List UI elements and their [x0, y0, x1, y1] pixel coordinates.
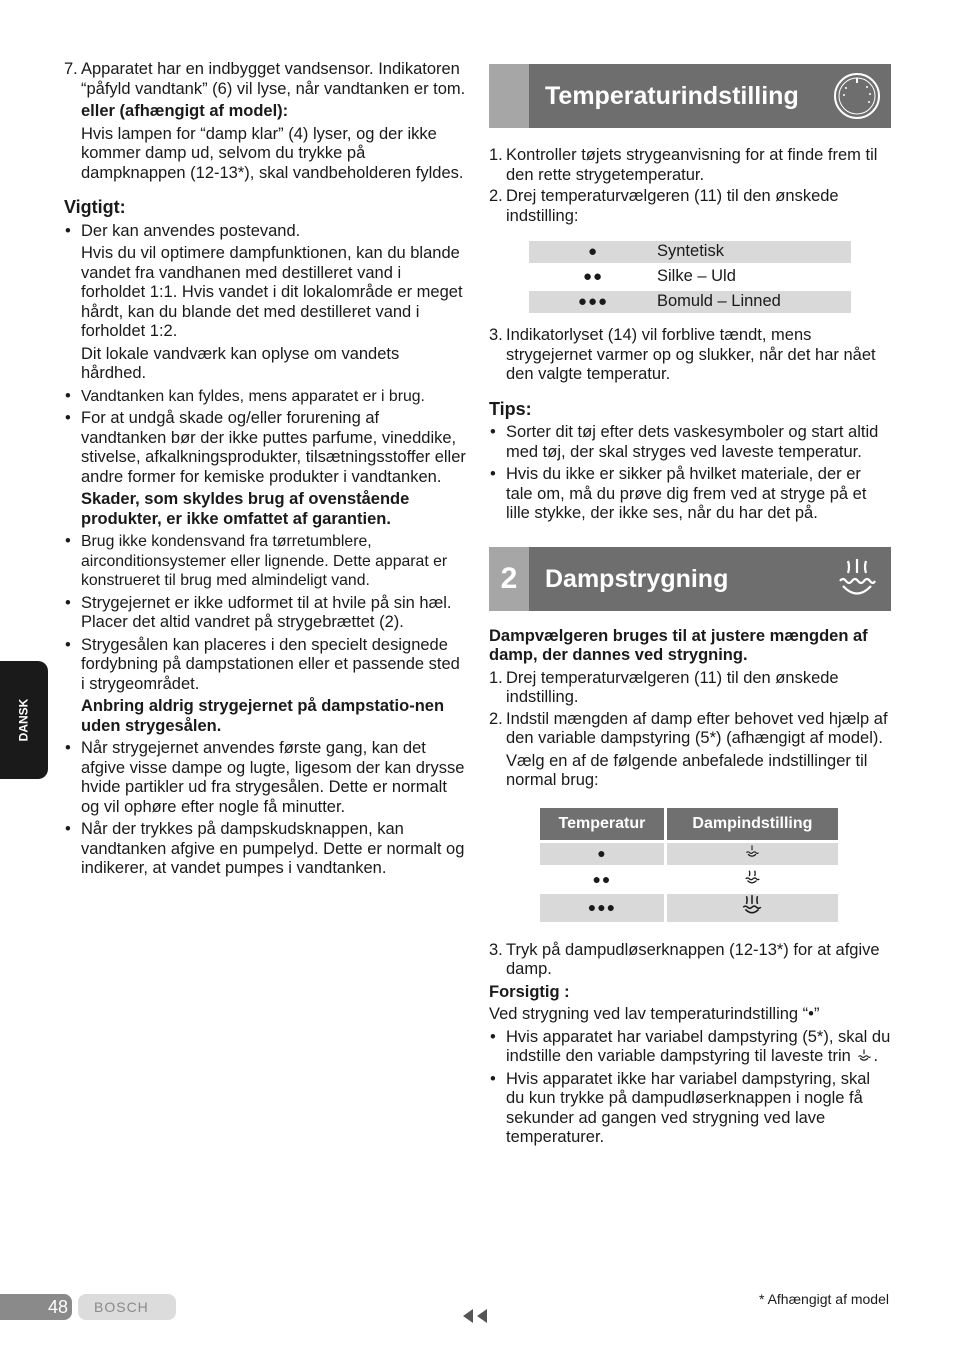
bullet-text: • Strygejernet er ikke udformet til at hvile på sin hæl. Placer det altid vandret på strygebrættet (2).: [81, 593, 452, 631]
bullet-tap-water: [64, 222, 466, 384]
fabric-label: Bomuld – Linned: [657, 291, 851, 313]
table-row: [529, 291, 851, 313]
steam-level-cell: [667, 843, 838, 865]
table-row: [540, 843, 838, 865]
tip-text: • Sorter dit tøj efter dets vaskesymboler og start altid med tøj, der skal stryges ved laveste temperatur.: [506, 423, 879, 461]
bullet-heel: [64, 594, 466, 633]
section-title: Temperaturindstilling: [545, 82, 799, 110]
table-row: [529, 266, 851, 288]
tip-text: • Hvis du ikke er sikker på hvilket materiale, der er tale om, må du prøve dig frem ved at stryge på et lille stykke, der ikke ses, når du har det på.: [506, 465, 867, 522]
temp-step-3: [489, 326, 891, 385]
bullet-text: • Vandtanken kan fyldes, mens apparatet er i brug.: [81, 387, 425, 405]
step-text: Tryk på dampudløserknappen (12-13*) for at afgive damp.: [506, 940, 880, 978]
steam-low-inline-icon: [855, 1047, 873, 1063]
caution-text: Ved strygning ved lav temperaturindstilling “•”: [489, 1005, 820, 1023]
steam-level-cell: [667, 868, 838, 892]
temp-dots: ●●: [582, 268, 604, 286]
temp-dots: ●●●: [529, 291, 657, 313]
bullet-paragraph: Dit lokale vandværk kan oplyse om vandets hårdhed.: [81, 344, 400, 382]
column-header-steam: Dampindstilling: [667, 808, 838, 840]
bullet-text: • Der kan anvendes postevand.: [81, 221, 301, 240]
bullet-text: • Når strygejernet anvendes første gang, kan det afgive visse dampe og lugte, ligesom der kan drysse hvide partikler ud fra strygesålen. Dette er normalt og vil ophøre efter nogle få minutter.: [81, 739, 465, 816]
steam-step-1: [489, 669, 891, 708]
step-number: 3.: [489, 940, 503, 959]
step-number: 2.: [489, 709, 503, 728]
warranty-warning: Skader, som skyldes brug af ovenstående produkter, er ikke omfattet af garantien.: [81, 490, 410, 528]
temperature-dial-icon: [831, 70, 883, 122]
step-text: Indikatorlyset (14) vil forblive tændt, mens strygejernet varmer op og slukker, når det har nået den valgte temperatur.: [506, 326, 876, 383]
caution-heading: Forsigtig :: [489, 982, 570, 1001]
caution-bullet: [489, 1070, 891, 1148]
steam-level-cell: [667, 894, 838, 922]
bullet-pump-noise: [64, 820, 466, 879]
table-row: [529, 241, 851, 263]
brand-label: BOSCH: [78, 1294, 176, 1320]
tip-item: [489, 465, 891, 524]
double-left-arrow-icon[interactable]: [461, 1308, 489, 1324]
temp-dots: ●●: [592, 870, 612, 887]
left-column: [64, 60, 466, 882]
important-heading: Vigtigt:: [64, 197, 126, 217]
bullet-no-condensed-water: [64, 532, 466, 591]
language-label: DANSK: [16, 698, 31, 742]
step-number: 1.: [489, 146, 503, 164]
fabric-label: Silke – Uld: [657, 267, 736, 286]
steam-intro: Dampvælgeren bruges til at justere mængden af damp, der dannes ved strygning.: [489, 626, 868, 664]
banner-tab: [489, 64, 529, 128]
column-header-temperature: Temperatur: [540, 808, 664, 840]
bullet-text: [506, 1028, 891, 1067]
temp-step-1: [489, 146, 891, 185]
temperature-banner: [489, 64, 891, 128]
step-number: 3.: [489, 326, 503, 344]
temp-step-2: [489, 187, 891, 226]
section-number: 2: [489, 547, 529, 611]
step-number: 1.: [489, 668, 503, 687]
step-text: Indstil mængden af damp efter behovet ved hjælp af den variable dampstyring (5*) (afhængigt af model).: [506, 709, 888, 747]
steam-banner: [489, 547, 891, 611]
steam-low-icon: [744, 843, 760, 859]
step-text: Drej temperaturvælgeren (11) til den ønskede indstilling.: [506, 668, 839, 706]
step-7: [64, 60, 466, 183]
temp-dots: ●●●: [540, 894, 664, 922]
steam-settings-table: [537, 805, 841, 925]
bullet-text: • Når der trykkes på dampskudsknappen, kan vandtanken afgive en pumpelyd. Dette er normalt og indikerer, at vandet pumpes i vandtanken.: [81, 820, 465, 877]
soleplate-warning: Anbring aldrig strygejernet på dampstatio-nen uden strygesålen.: [81, 697, 445, 735]
language-tab: [0, 661, 48, 779]
step-text: Apparatet har en indbygget vandsensor. Indikatoren “påfyld vandtank” (6) vil lyse, når vandtanken er tom.: [81, 60, 466, 98]
bullet-text: • Strygesålen kan placeres i den specielt designede fordybning på dampstationen eller et passende sted i strygeområdet.: [81, 635, 460, 693]
bullet-refill: [64, 387, 466, 407]
steam-icon: [831, 553, 883, 605]
right-column: [489, 64, 891, 1151]
steam-step-2: [489, 710, 891, 791]
temp-dots: ●: [540, 843, 664, 865]
table-header-row: [540, 808, 838, 840]
tip-item: [489, 423, 891, 462]
steam-step-3: [489, 941, 891, 980]
table-row: [540, 868, 838, 892]
bullet-soleplate: [64, 636, 466, 737]
step-number: 2.: [489, 187, 503, 205]
bullet-text: • Hvis apparatet ikke har variabel dampstyring, skal du kun trykke på dampudløserknappen i nogle få sekunder ad gangen ved strygning ved lave temperaturer.: [506, 1069, 871, 1146]
caution-bullet: [489, 1028, 891, 1067]
bullet-text-main: Hvis apparatet har variabel dampstyring (5*), skal du indstille den variable dampstyring til laveste trin: [506, 1027, 891, 1065]
table-row: [540, 894, 838, 922]
step-text: Drej temperaturvælgeren (11) til den ønskede indstilling:: [506, 187, 839, 225]
bullet-text: • Brug ikke kondensvand fra tørretumblere, airconditionsystemer eller lignende. Dette apparat er konstrueret til brug med almindeligt vand.: [81, 533, 448, 589]
bullet-no-chemicals: [64, 409, 466, 529]
footnote: * Afhængigt af model: [759, 1291, 889, 1307]
section-title: Dampstrygning: [545, 564, 729, 593]
page-number: 48: [0, 1294, 72, 1320]
step-number: 7.: [64, 60, 78, 78]
step-text: Vælg en af de følgende anbefalede indstillinger til normal brug:: [506, 751, 868, 789]
bullet-paragraph: Hvis du vil optimere dampfunktionen, kan du blande vandet fra vandhanen med destilleret vand i forholdet 1:1. Hvis vandet i dit lokalområde er meget hårdt, kan du blande det med destilleret vand i forholdet 1:2.: [81, 244, 463, 340]
temp-dots: ●: [529, 241, 657, 263]
bullet-first-use: [64, 739, 466, 817]
bullet-text: • For at undgå skade og/eller forurening af vandtanken bør der ikke puttes parfume, vineddike, stivelse, afkalkningsprodukter, tilsætningsstoffer eller andre former for kemiske produkter i vandtanken.: [81, 409, 466, 486]
steam-high-icon: [741, 894, 763, 916]
alternative-text: Hvis lampen for “damp klar” (4) lyser, og der ikke kommer damp ud, selvom du trykke på dampknappen (12-13*), skal vandbeholderen fyldes.: [81, 124, 464, 182]
step-text: Kontroller tøjets strygeanvisning for at finde frem til den rette strygetemperatur.: [506, 146, 878, 184]
alternative-label: eller (afhængigt af model):: [81, 102, 289, 120]
bullet-text-end: .: [873, 1047, 879, 1065]
fabric-label: Syntetisk: [657, 241, 851, 263]
steam-medium-icon: [743, 868, 761, 886]
tips-heading: Tips:: [489, 398, 532, 419]
temperature-table: [529, 238, 851, 316]
